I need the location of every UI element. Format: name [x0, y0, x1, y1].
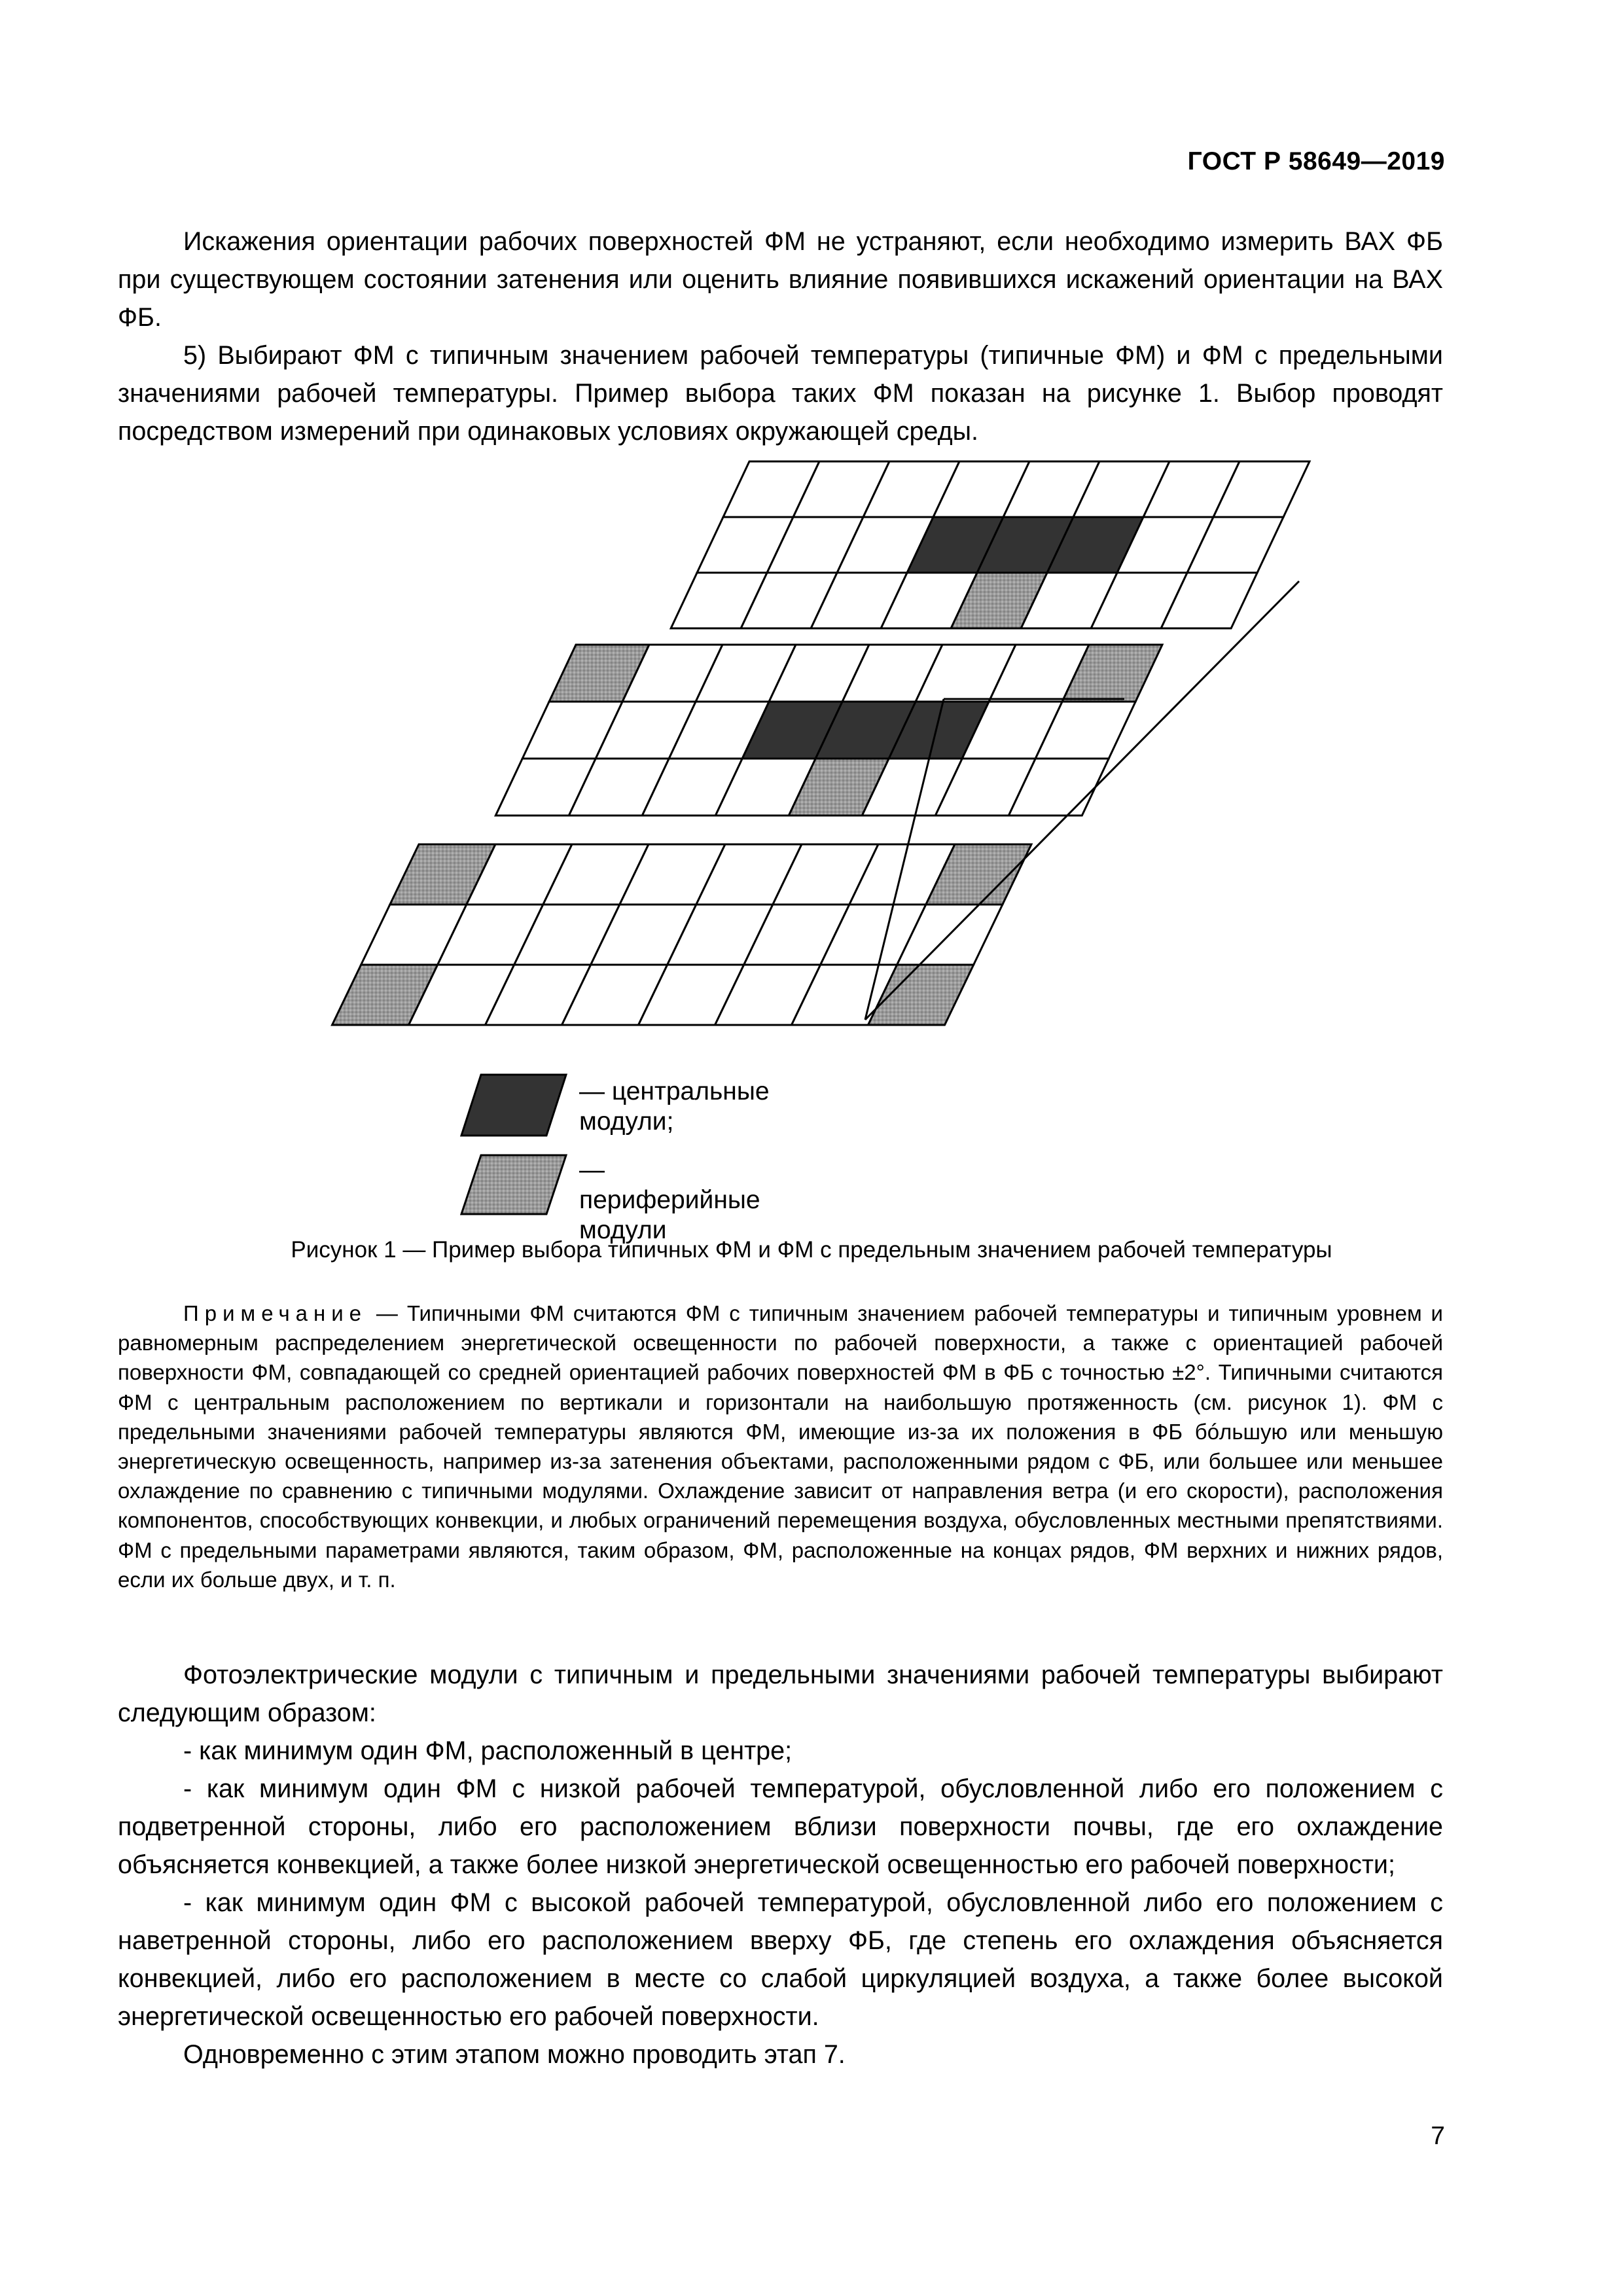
figure-caption: Рисунок 1 — Пример выбора типичных ФМ и ФМ с предельным значением рабочей температуры [291, 1237, 1332, 1263]
module-grids [332, 461, 1310, 1025]
peripheral-module-swatch [461, 1155, 566, 1214]
note-label: Примечание [183, 1301, 368, 1325]
note-block [118, 1299, 1443, 1594]
standard-code: ГОСТ Р 58649—2019 [1187, 147, 1445, 175]
legend-peripheral-label: — периферийные модули [579, 1156, 760, 1244]
selection-paragraph: Фотоэлектрические модули с типичным и предельными значениями рабочей температуры выбирают следующим образом: [118, 1660, 1443, 1727]
selection-item: - как минимум один ФМ, расположенный в центре; [183, 1736, 793, 1765]
legend-central-label: — центральные модули; [579, 1077, 770, 1136]
note-text: — Типичными ФМ считаются ФМ с типичным значением рабочей температуры и типичным уровнем и равномерным распределением энергетической освещенности по рабочей поверхности, а также с ориентацией рабочей поверхности ФМ, совпадающей со средней ориентацией рабочих поверхностей ФМ в ФБ с точностью ±2°. Типичными считаются ФМ с центральным расположением по вертикали и горизонтали на наибольшую протяженность (см. рисунок 1). ФМ с предельными значениями рабочей температуры являются ФМ, имеющие из-за их положения в ФБ бóльшую или меньшую энергетическую освещенность, например из-за затенения объектами, расположенными рядом с ФБ, или большее или меньшее охлаждение по сравнению с типичными модулями. Охлаждение зависит от направления ветра (и его скорости), расположения компонентов, способствующих конвекции, и любых ограничений перемещения воздуха, обусловленных местными препятствиями. ФМ с предельными параметрами являются, таким образом, ФМ, расположенные на концах рядов, ФМ верхних и нижних рядов, если их больше двух, и т. п. [118, 1301, 1443, 1592]
selection-item: - как минимум один ФМ с высокой рабочей температурой, обусловленной либо его положением с наветренной стороны, либо его расположением вверху ФБ, где степень его охлаждения объясняется конвекцией, либо его расположением в месте со слабой циркуляцией воздуха, а также более высокой энергетической освещенностью его рабочей поверхности. [118, 1888, 1443, 2031]
central-module-swatch [461, 1075, 566, 1136]
selection-text [118, 1656, 1443, 2073]
selection-item: - как минимум один ФМ с низкой рабочей температурой, обусловленной либо его положением с подветренной стороны, либо его расположением вблизи поверхности почвы, где его охлаждение объясняется конвекцией, а также более низкой энергетической освещенностью его рабочей поверхности; [118, 1774, 1443, 1879]
legend-swatches [461, 1075, 566, 1214]
intro-paragraph: Искажения ориентации рабочих поверхностей ФМ не устраняют, если необходимо измерить ВАХ ФБ при существующем состоянии затенения или оценить влияние появившихся искажений ориентации на ВАХ ФБ. [118, 227, 1443, 332]
page-number: 7 [1431, 2122, 1445, 2150]
selection-paragraph: Одновременно с этим этапом можно проводить этап 7. [183, 2040, 846, 2069]
note-paragraph [118, 1299, 1443, 1594]
intro-paragraph: 5) Выбирают ФМ с типичным значением рабочей температуры (типичные ФМ) и ФМ с предельными значениями рабочей температуры. Пример выбора таких ФМ показан на рисунке 1. Выбор проводят посредством измерений при одинаковых условиях окружающей среды. [118, 341, 1443, 446]
